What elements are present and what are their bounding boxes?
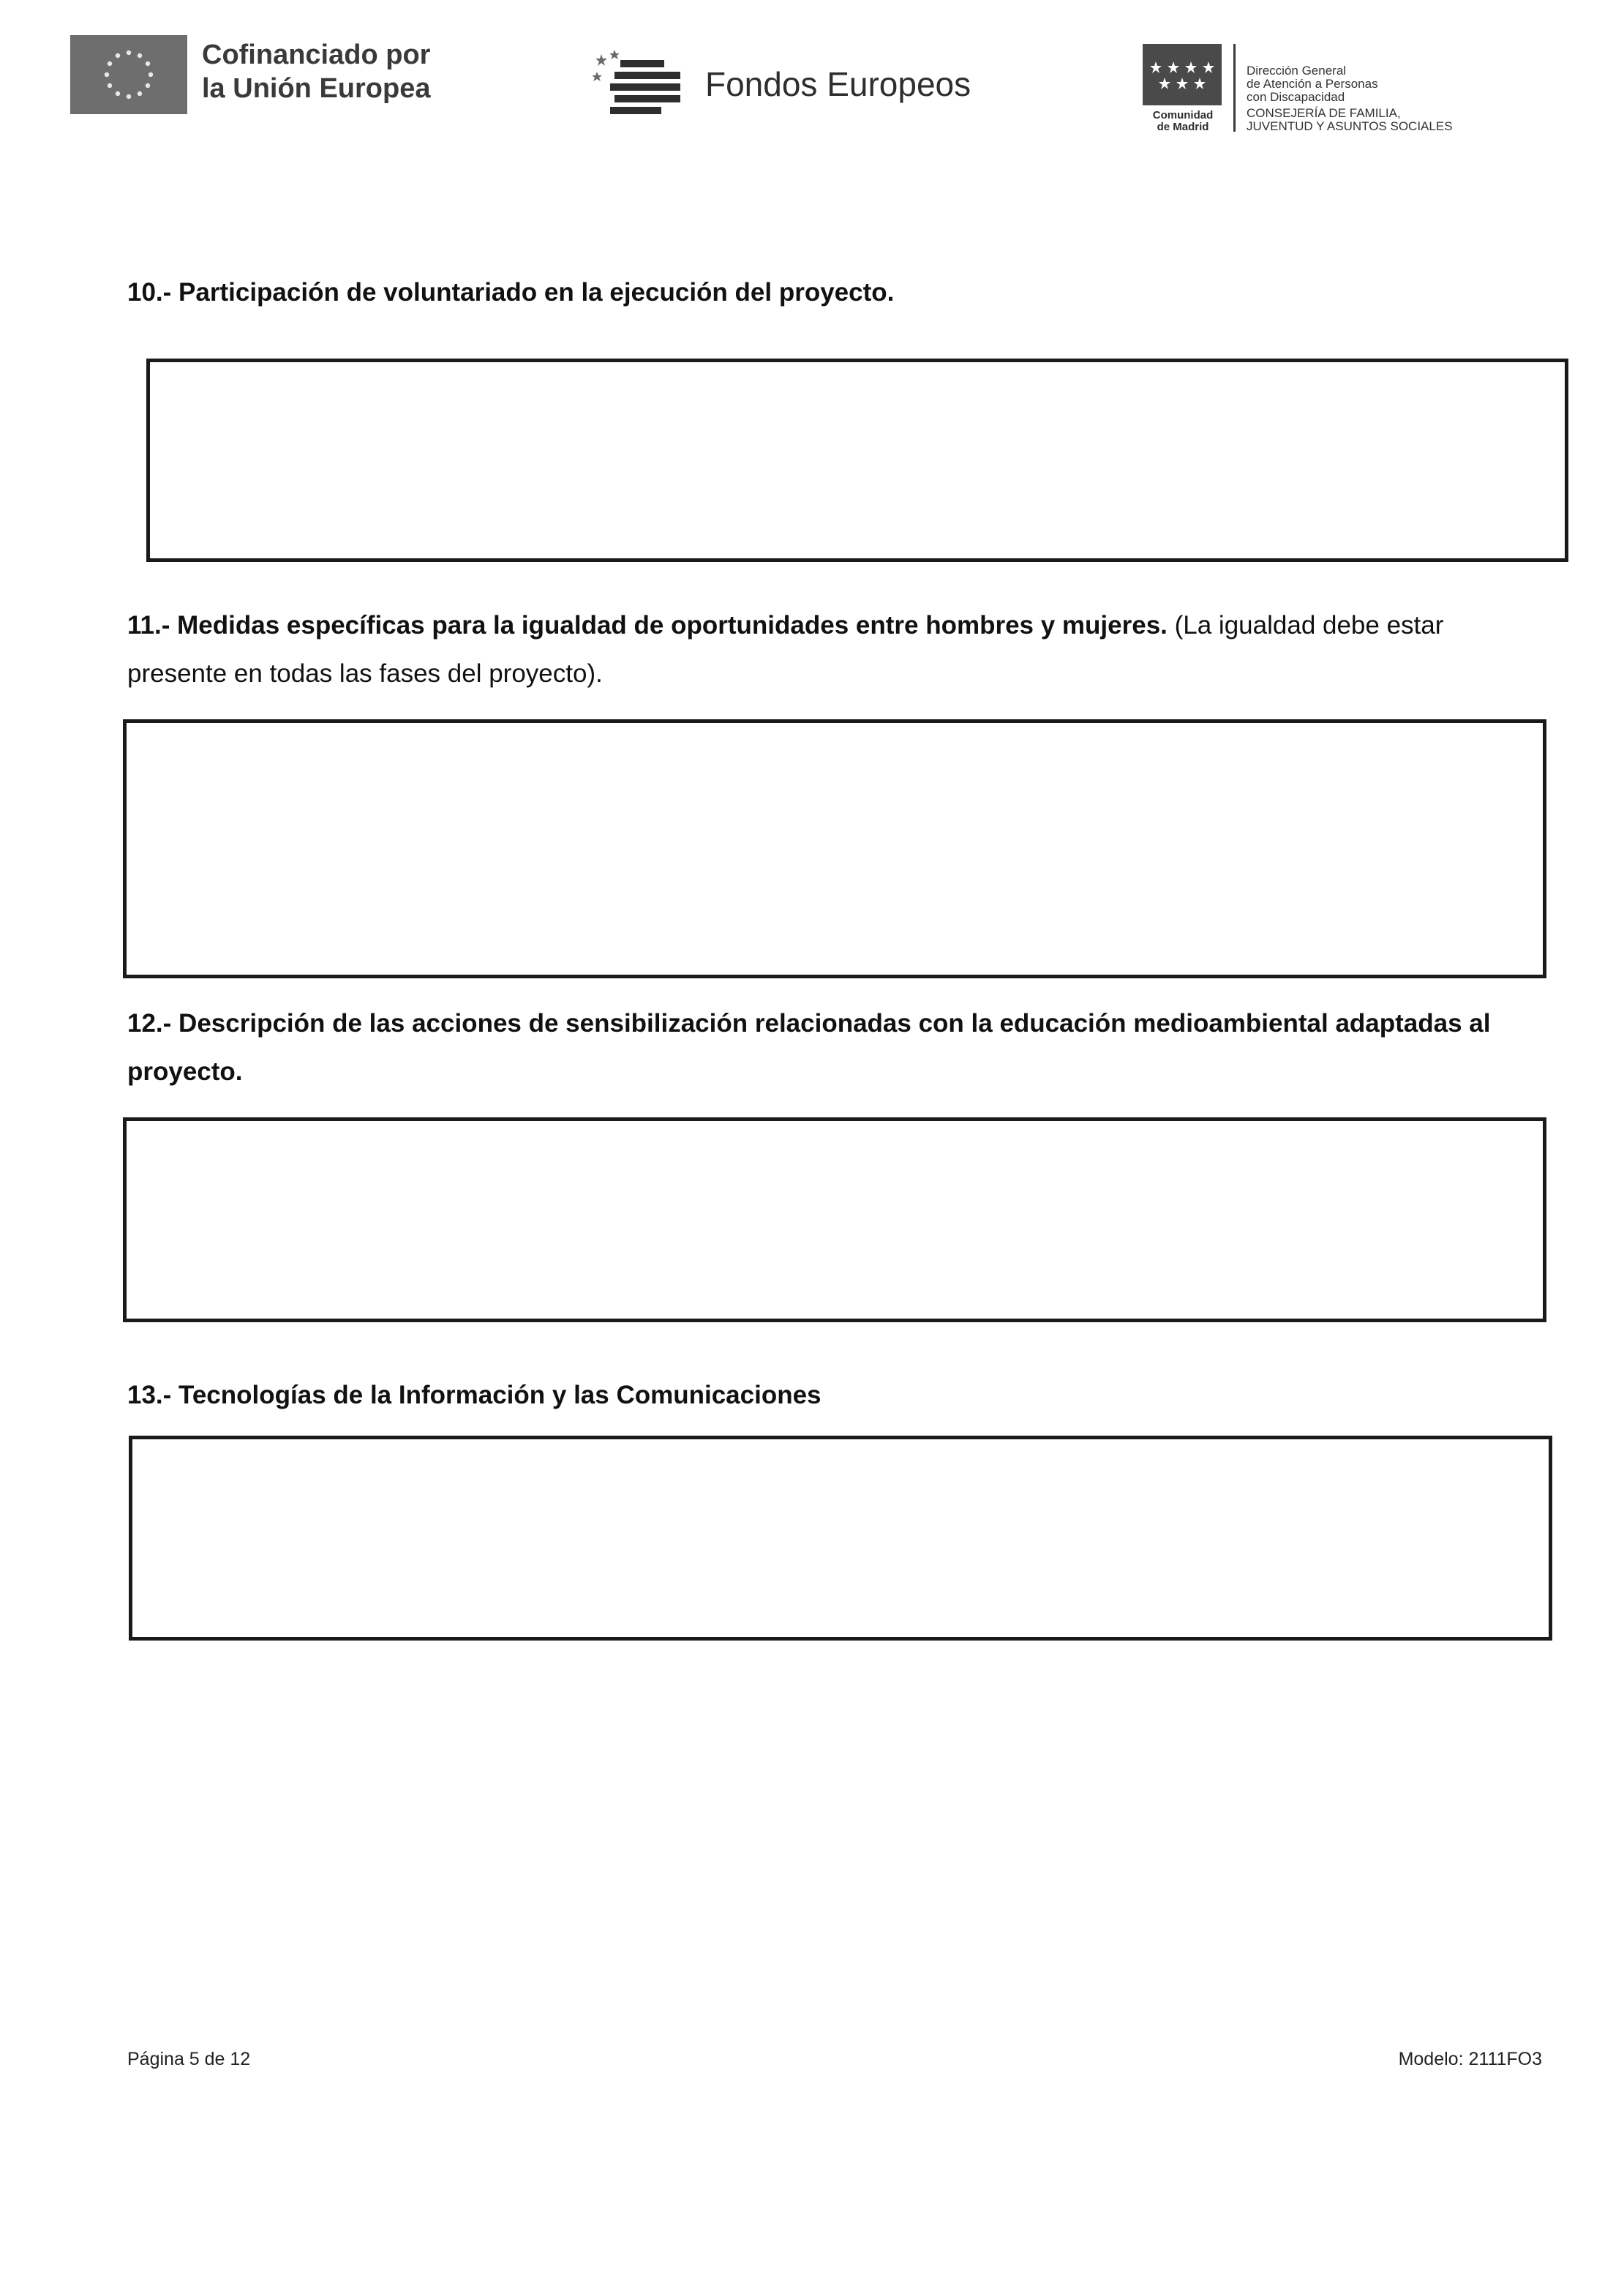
section-13-number: 13.- (127, 1381, 172, 1409)
section-11-answer-box[interactable] (123, 719, 1546, 978)
section-12-heading (127, 1000, 1539, 1096)
madrid-caption (1143, 110, 1223, 133)
madrid-dg-line3: con Discapacidad (1247, 90, 1345, 104)
madrid-caption-line2: de Madrid (1157, 121, 1209, 133)
section-13-title: Tecnologías de la Información y las Comunicaciones (178, 1381, 822, 1409)
madrid-dg-line2: de Atención a Personas (1247, 77, 1378, 91)
section-10-title: Participación de voluntariado en la ejecución del proyecto. (178, 278, 895, 307)
section-11-note: (La igualdad debe estar presente en todas las fases del proyecto). (127, 611, 1444, 688)
section-10-number: 10.- (127, 278, 172, 307)
eu-stars-icon (70, 35, 187, 114)
madrid-direccion-general (1247, 64, 1378, 104)
page-number: Página 5 de 12 (127, 2049, 251, 2069)
eu-flag-logo (70, 35, 187, 114)
madrid-dg-line1: Dirección General (1247, 64, 1347, 78)
madrid-caption-line1: Comunidad (1152, 109, 1214, 121)
section-13-answer-box[interactable] (129, 1436, 1552, 1641)
section-12-number: 12.- (127, 1009, 172, 1038)
section-13-heading (127, 1371, 1539, 1420)
fondos-europeos-text: Fondos Europeos (705, 65, 971, 103)
model-code: Modelo: 2111FO3 (1398, 2049, 1542, 2069)
section-11-number: 11.- (127, 611, 170, 640)
madrid-consejeria-line1: CONSEJERÍA DE FAMILIA, (1247, 106, 1401, 120)
eu-logo-line1: Cofinanciado por (202, 40, 431, 70)
madrid-consejeria-line2: JUVENTUD Y ASUNTOS SOCIALES (1247, 119, 1453, 133)
section-12-title: Descripción de las acciones de sensibilización relacionadas con la educación medioambiental adaptadas al proyecto. (127, 1009, 1491, 1086)
section-10-answer-box[interactable] (146, 359, 1568, 562)
eu-logo-text (202, 38, 430, 105)
section-12-answer-box[interactable] (123, 1117, 1546, 1322)
section-11-title: Medidas específicas para la igualdad de oportunidades entre hombres y mujeres. (177, 611, 1168, 640)
madrid-consejeria (1247, 107, 1453, 133)
section-10-heading (127, 269, 1539, 317)
madrid-divider (1233, 44, 1236, 132)
section-11-heading (127, 601, 1539, 698)
eu-logo-line2: la Unión Europea (202, 73, 431, 104)
madrid-stars-icon (1143, 44, 1222, 105)
fondos-europeos-icon (593, 47, 695, 120)
comunidad-madrid-flag-logo (1143, 44, 1222, 105)
